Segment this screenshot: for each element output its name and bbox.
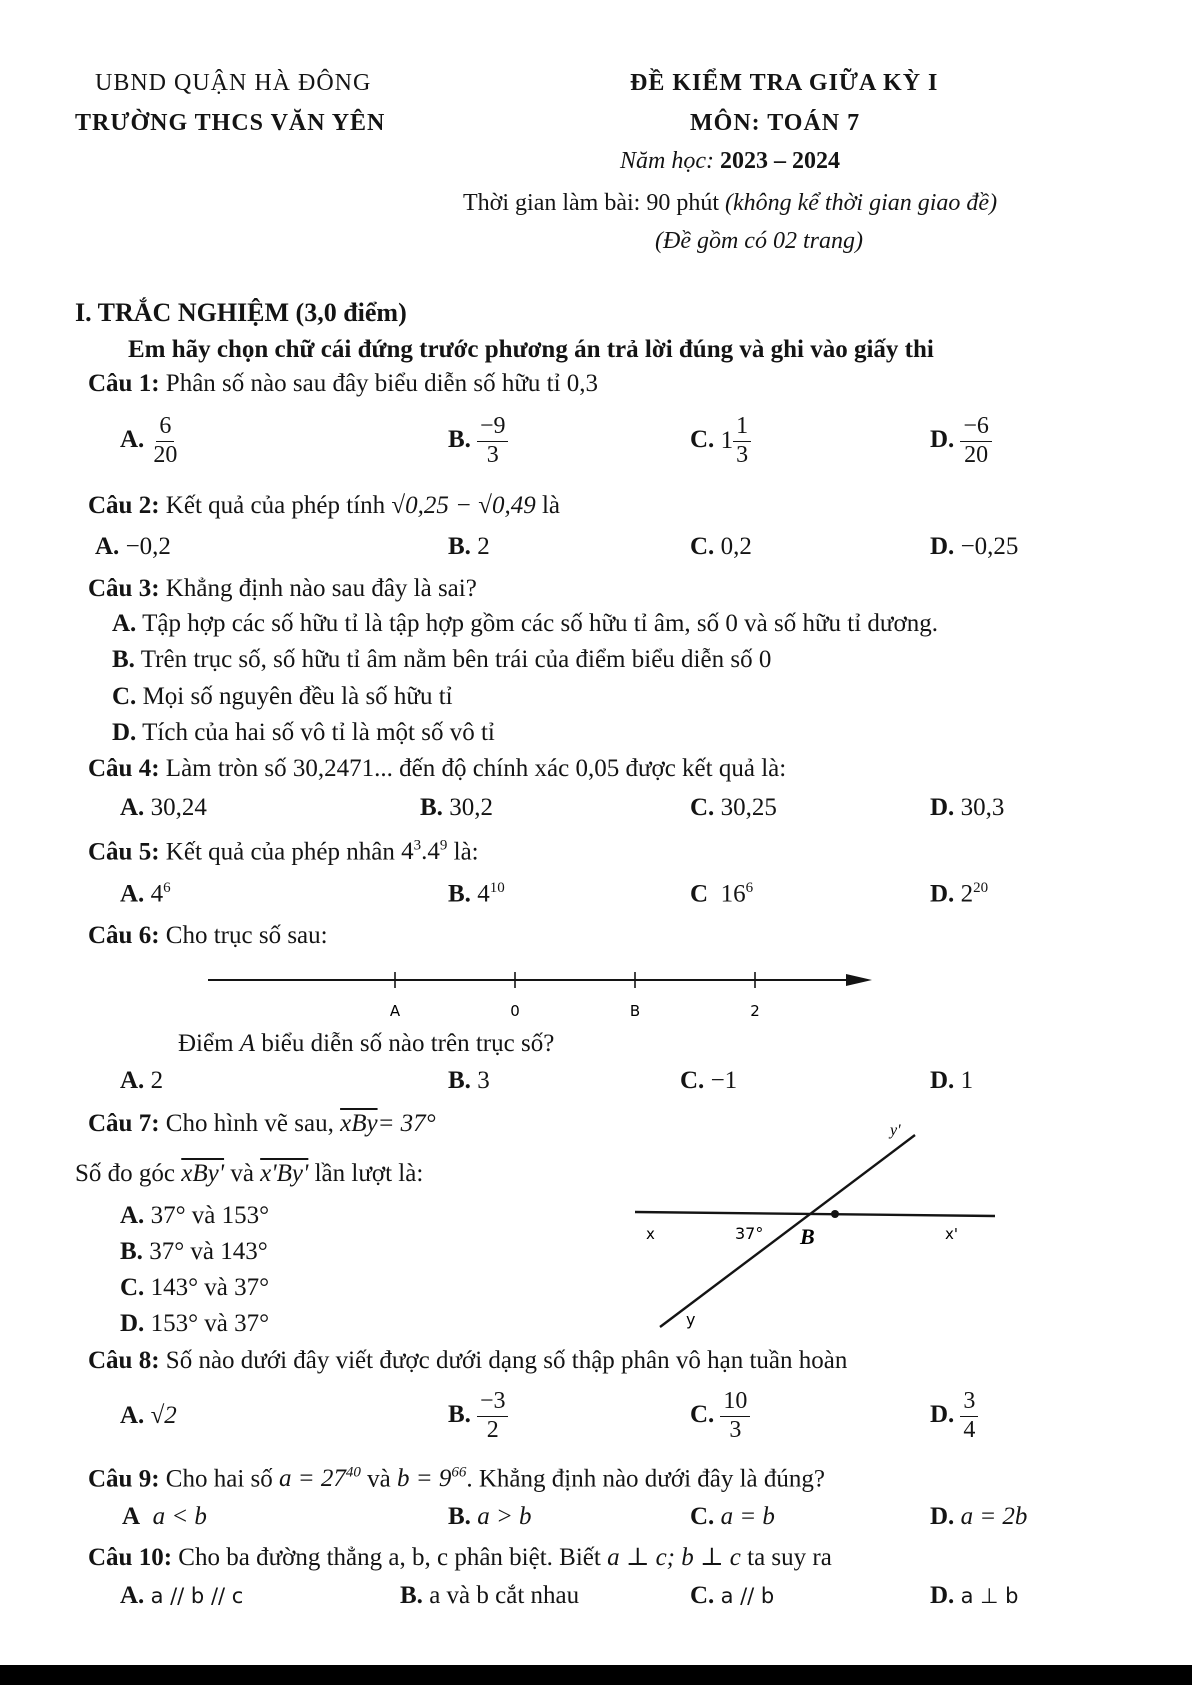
q4-option-c: C. 30,25 (690, 794, 777, 821)
q2-option-b: B. 2 (448, 533, 490, 560)
question-2: Câu 2: Kết quả của phép tính √0,25 − √0,49 là (88, 492, 561, 519)
exam-time: Thời gian làm bài: 90 phút (không kể thời gian giao đề) (463, 190, 998, 216)
number-line-figure (200, 960, 880, 1030)
page-bottom-edge (0, 1665, 1192, 1685)
q3-option-b: B. Trên trục số, số hữu tỉ âm nằm bên trái của điểm biểu diễn số 0 (112, 646, 772, 673)
question-7: Câu 7: Cho hình vẽ sau, $\overline{xBy}= 37^\circ$ (88, 1110, 436, 1137)
page-count: (Đề gồm có 02 trang) (655, 228, 863, 254)
point-b (831, 1210, 839, 1218)
q5-option-b: B. $4^{10}$ (448, 880, 505, 908)
exam-title: ĐỀ KIỂM TRA GIỮA KỲ I (630, 70, 939, 96)
label-x: x (646, 1225, 655, 1243)
q8-option-c: C. $\frac{10}{3}$ (690, 1388, 750, 1444)
line-xx (635, 1212, 995, 1216)
line-yy (660, 1135, 915, 1327)
q6-option-a: A. 2 (120, 1067, 164, 1094)
q3-option-d: D. Tích của hai số vô tỉ là một số vô tỉ (112, 719, 495, 746)
q4-option-d: D. 30,3 (930, 794, 1005, 821)
q9-option-c: C. a = b (690, 1503, 775, 1530)
q7-option-c: C. 143° và 37° (120, 1274, 270, 1301)
q6-option-c: C. −1 (680, 1067, 738, 1094)
q4-option-b: B. 30,2 (420, 794, 493, 821)
question-8: Câu 8: Số nào dưới đây viết được dưới dạng số thập phân vô hạn tuần hoàn (88, 1347, 848, 1374)
school-year: Năm học: 2023 – 2024 (620, 148, 840, 174)
axis-label-b: B (629, 1002, 641, 1020)
exam-subject: MÔN: TOÁN 7 (690, 110, 861, 136)
q10-option-d: D. a ⊥ b (930, 1582, 1019, 1609)
q2-option-d: D. −0,25 (930, 533, 1019, 560)
label-y-prime: y' (890, 1122, 901, 1139)
q7-option-b: B. 37° và 143° (120, 1238, 268, 1265)
q3-option-c: C. Mọi số nguyên đều là số hữu tỉ (112, 683, 453, 710)
q7-ask: Số đo góc xBy' và x'By' lần lượt là: (75, 1160, 424, 1187)
q10-option-a: A. a // b // c (120, 1582, 244, 1609)
label-angle-37: 37° (735, 1224, 764, 1243)
school-name: TRƯỜNG THCS VĂN YÊN (75, 110, 386, 136)
q7-option-a: A. 37° và 153° (120, 1202, 270, 1229)
question-3: Câu 3: Khẳng định nào sau đây là sai? (88, 575, 477, 602)
label-y: y (686, 1310, 696, 1329)
number-line-arrow (846, 974, 872, 986)
q8-option-a: A. √2 (120, 1402, 177, 1429)
q5-option-a: A. $4^6$ (120, 880, 171, 908)
q9-option-d: D. a = 2b (930, 1503, 1028, 1530)
question-6: Câu 6: Cho trục số sau: (88, 922, 328, 949)
question-1: Câu 1: Phân số nào sau đây biểu diễn số hữu tỉ 0,3 (88, 370, 599, 397)
axis-label-0: 0 (510, 1002, 520, 1020)
q2-option-c: C. 0,2 (690, 533, 752, 560)
q1-option-c: C. 1 $\frac{1}{3}$ (690, 413, 751, 469)
q1-option-a: A. $\frac{6}{20}$ (120, 413, 178, 468)
school-district: UBND QUẬN HÀ ĐÔNG (95, 70, 372, 96)
q9-option-b: B. a > b (448, 1503, 532, 1530)
axis-label-a: A (389, 1002, 401, 1020)
q5-option-d: D. $2^{20}$ (930, 880, 989, 908)
q9-option-a: A a < b (122, 1503, 207, 1530)
q1-option-b: B. $\frac{-9}{3}$ (448, 413, 508, 469)
axis-label-2: 2 (750, 1002, 760, 1020)
q8-option-b: B. $\frac{-3}{2}$ (448, 1388, 508, 1444)
question-4: Câu 4: Làm tròn số 30,2471... đến độ chính xác 0,05 được kết quả là: (88, 755, 787, 782)
question-10: Câu 10: Cho ba đường thẳng a, b, c phân biệt. Biết a ⊥ c; b ⊥ c ta suy ra (88, 1544, 832, 1571)
q10-option-b: B. a và b cắt nhau (400, 1582, 580, 1609)
q10-option-c: C. a // b (690, 1582, 775, 1609)
q5-option-c: C $16^6$ (690, 880, 754, 908)
q6-question: Điểm A biểu diễn số nào trên trục số? (178, 1030, 555, 1057)
q1-option-d: D. $\frac{-6}{20}$ (930, 413, 992, 469)
q6-option-b: B. 3 (448, 1067, 490, 1094)
angle-figure (620, 1115, 1020, 1345)
section-title: I. TRẮC NGHIỆM (3,0 điểm) (75, 298, 407, 327)
q3-option-a: A. Tập hợp các số hữu tỉ là tập hợp gồm các số hữu tỉ âm, số 0 và số hữu tỉ dương. (112, 610, 938, 637)
question-5: Câu 5: Kết quả của phép nhân $4^3.4^9$ là: (88, 838, 479, 866)
question-9: Câu 9: Cho hai số $a = 27^{40}$ và $b = 9^{66}$. Khẳng định nào dưới đây là đúng? (88, 1465, 826, 1493)
label-b: B (800, 1224, 815, 1249)
section-instruction: Em hãy chọn chữ cái đứng trước phương án trả lời đúng và ghi vào giấy thi (128, 336, 934, 363)
label-x-prime: x' (945, 1225, 959, 1243)
q6-option-d: D. 1 (930, 1067, 974, 1094)
q2-option-a: A. −0,2 (95, 533, 171, 560)
q7-option-d: D. 153° và 37° (120, 1310, 270, 1337)
q8-option-d: D. $\frac{3}{4}$ (930, 1388, 978, 1444)
q4-option-a: A. 30,24 (120, 794, 207, 821)
